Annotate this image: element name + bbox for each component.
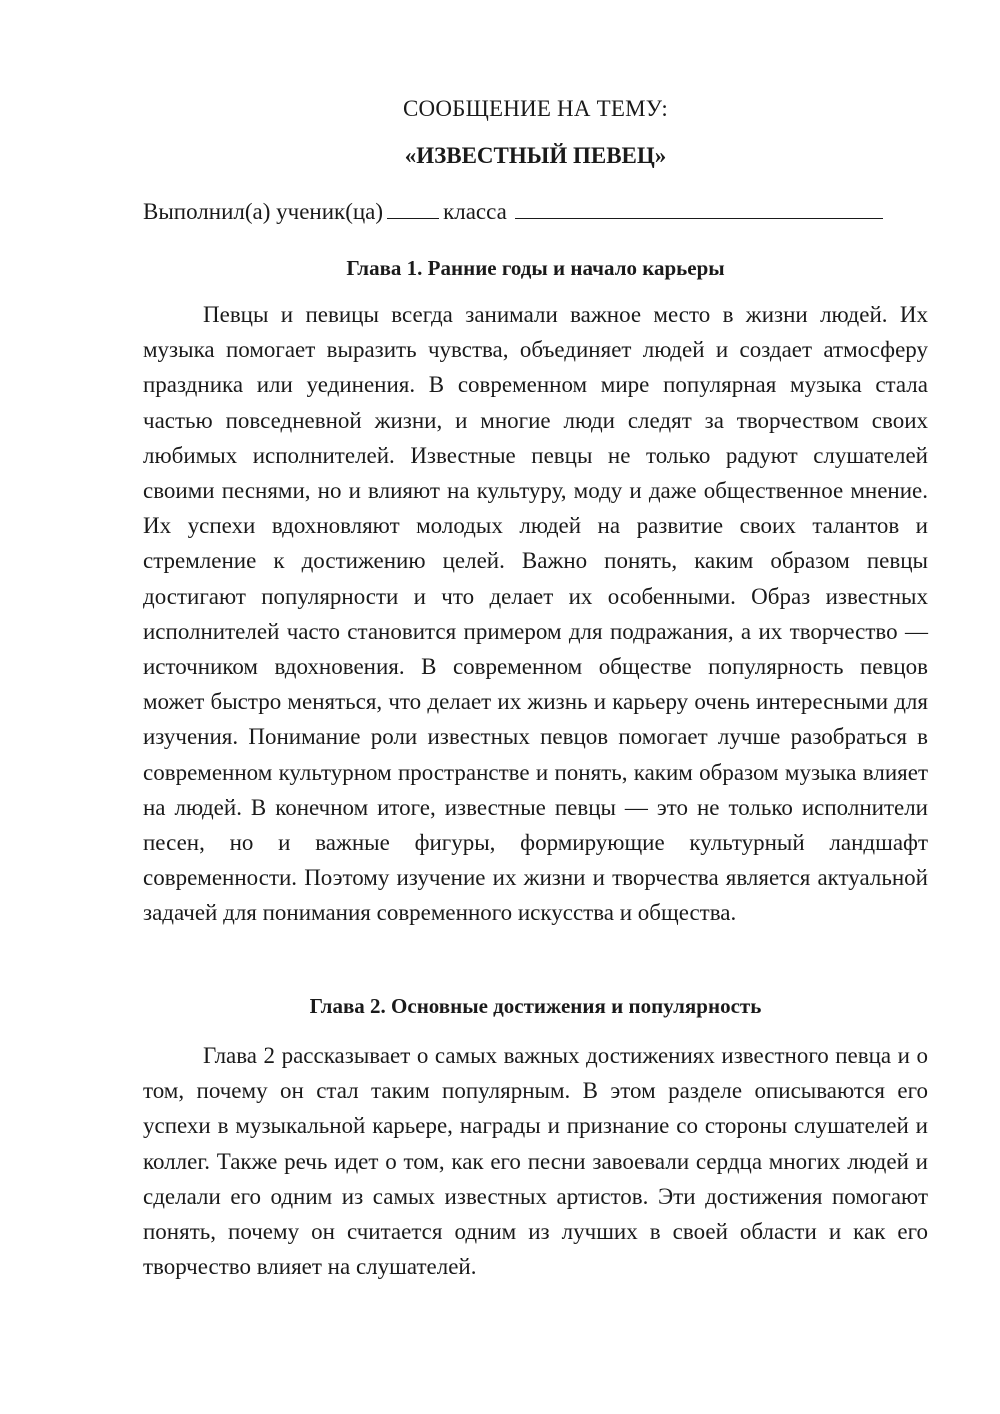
student-name-blank <box>515 198 883 219</box>
document-title-line-1: СООБЩЕНИЕ НА ТЕМУ: <box>403 96 668 121</box>
chapter-1-paragraph: Певцы и певицы всегда занимали важное место в жизни людей. Их музыка помогает выразить чувства, объединяет людей и создает атмосферу праздника или уединения. В современном мире популярная музыка стала частью повседневной жизни, и многие люди следят за творчеством своих любимых исполнителей. Известные певцы не только радуют слушателей своими песнями, но и влияют на культуру, моду и даже общественное мнение. Их успехи вдохновляют молодых людей на развитие своих талантов и стремление к достижению целей. Важно понять, каким образом певцы достигают популярности и что делает их особенными. Образ известных исполнителей часто становится примером для подражания, а их творчество — источником вдохновения. В современном обществе популярность певцов может быстро меняться, что делает их жизнь и карьеру очень интересными для изучения. Понимание роли известных певцов помогает лучше разобраться в современном культурном пространстве и понять, каким образом музыка влияет на людей. В конечном итоге, известные певцы — это не только исполнители песен, но и важные фигуры, формирующие культурный ландшафт современности. Поэтому изучение их жизни и творчества является актуальной задачей для понимания современного искусства и общества. <box>143 302 928 926</box>
chapter-2-paragraph: Глава 2 рассказывает о самых важных достижениях известного певца и о том, почему он стал таким популярным. В этом разделе описываются его успехи в музыкальной карьере, награды и признание со стороны слушателей и коллег. Также речь идет о том, как его песни завоевали сердца многих людей и сделали его одним из самых известных артистов. Эти достижения помогают понять, почему он считается одним из лучших в своей области и как его творчество влияет на слушателей. <box>143 1043 928 1280</box>
chapter-1-heading: Глава 1. Ранние годы и начало карьеры <box>346 256 725 280</box>
class-number-blank <box>387 198 439 219</box>
class-word-label: класса <box>443 199 507 224</box>
author-prefix-label: Выполнил(а) ученик(ца) <box>143 199 384 224</box>
author-line <box>143 198 928 225</box>
document-title-topic: «ИЗВЕСТНЫЙ ПЕВЕЦ» <box>404 143 667 168</box>
chapter-2-heading: Глава 2. Основные достижения и популярность <box>309 994 762 1018</box>
